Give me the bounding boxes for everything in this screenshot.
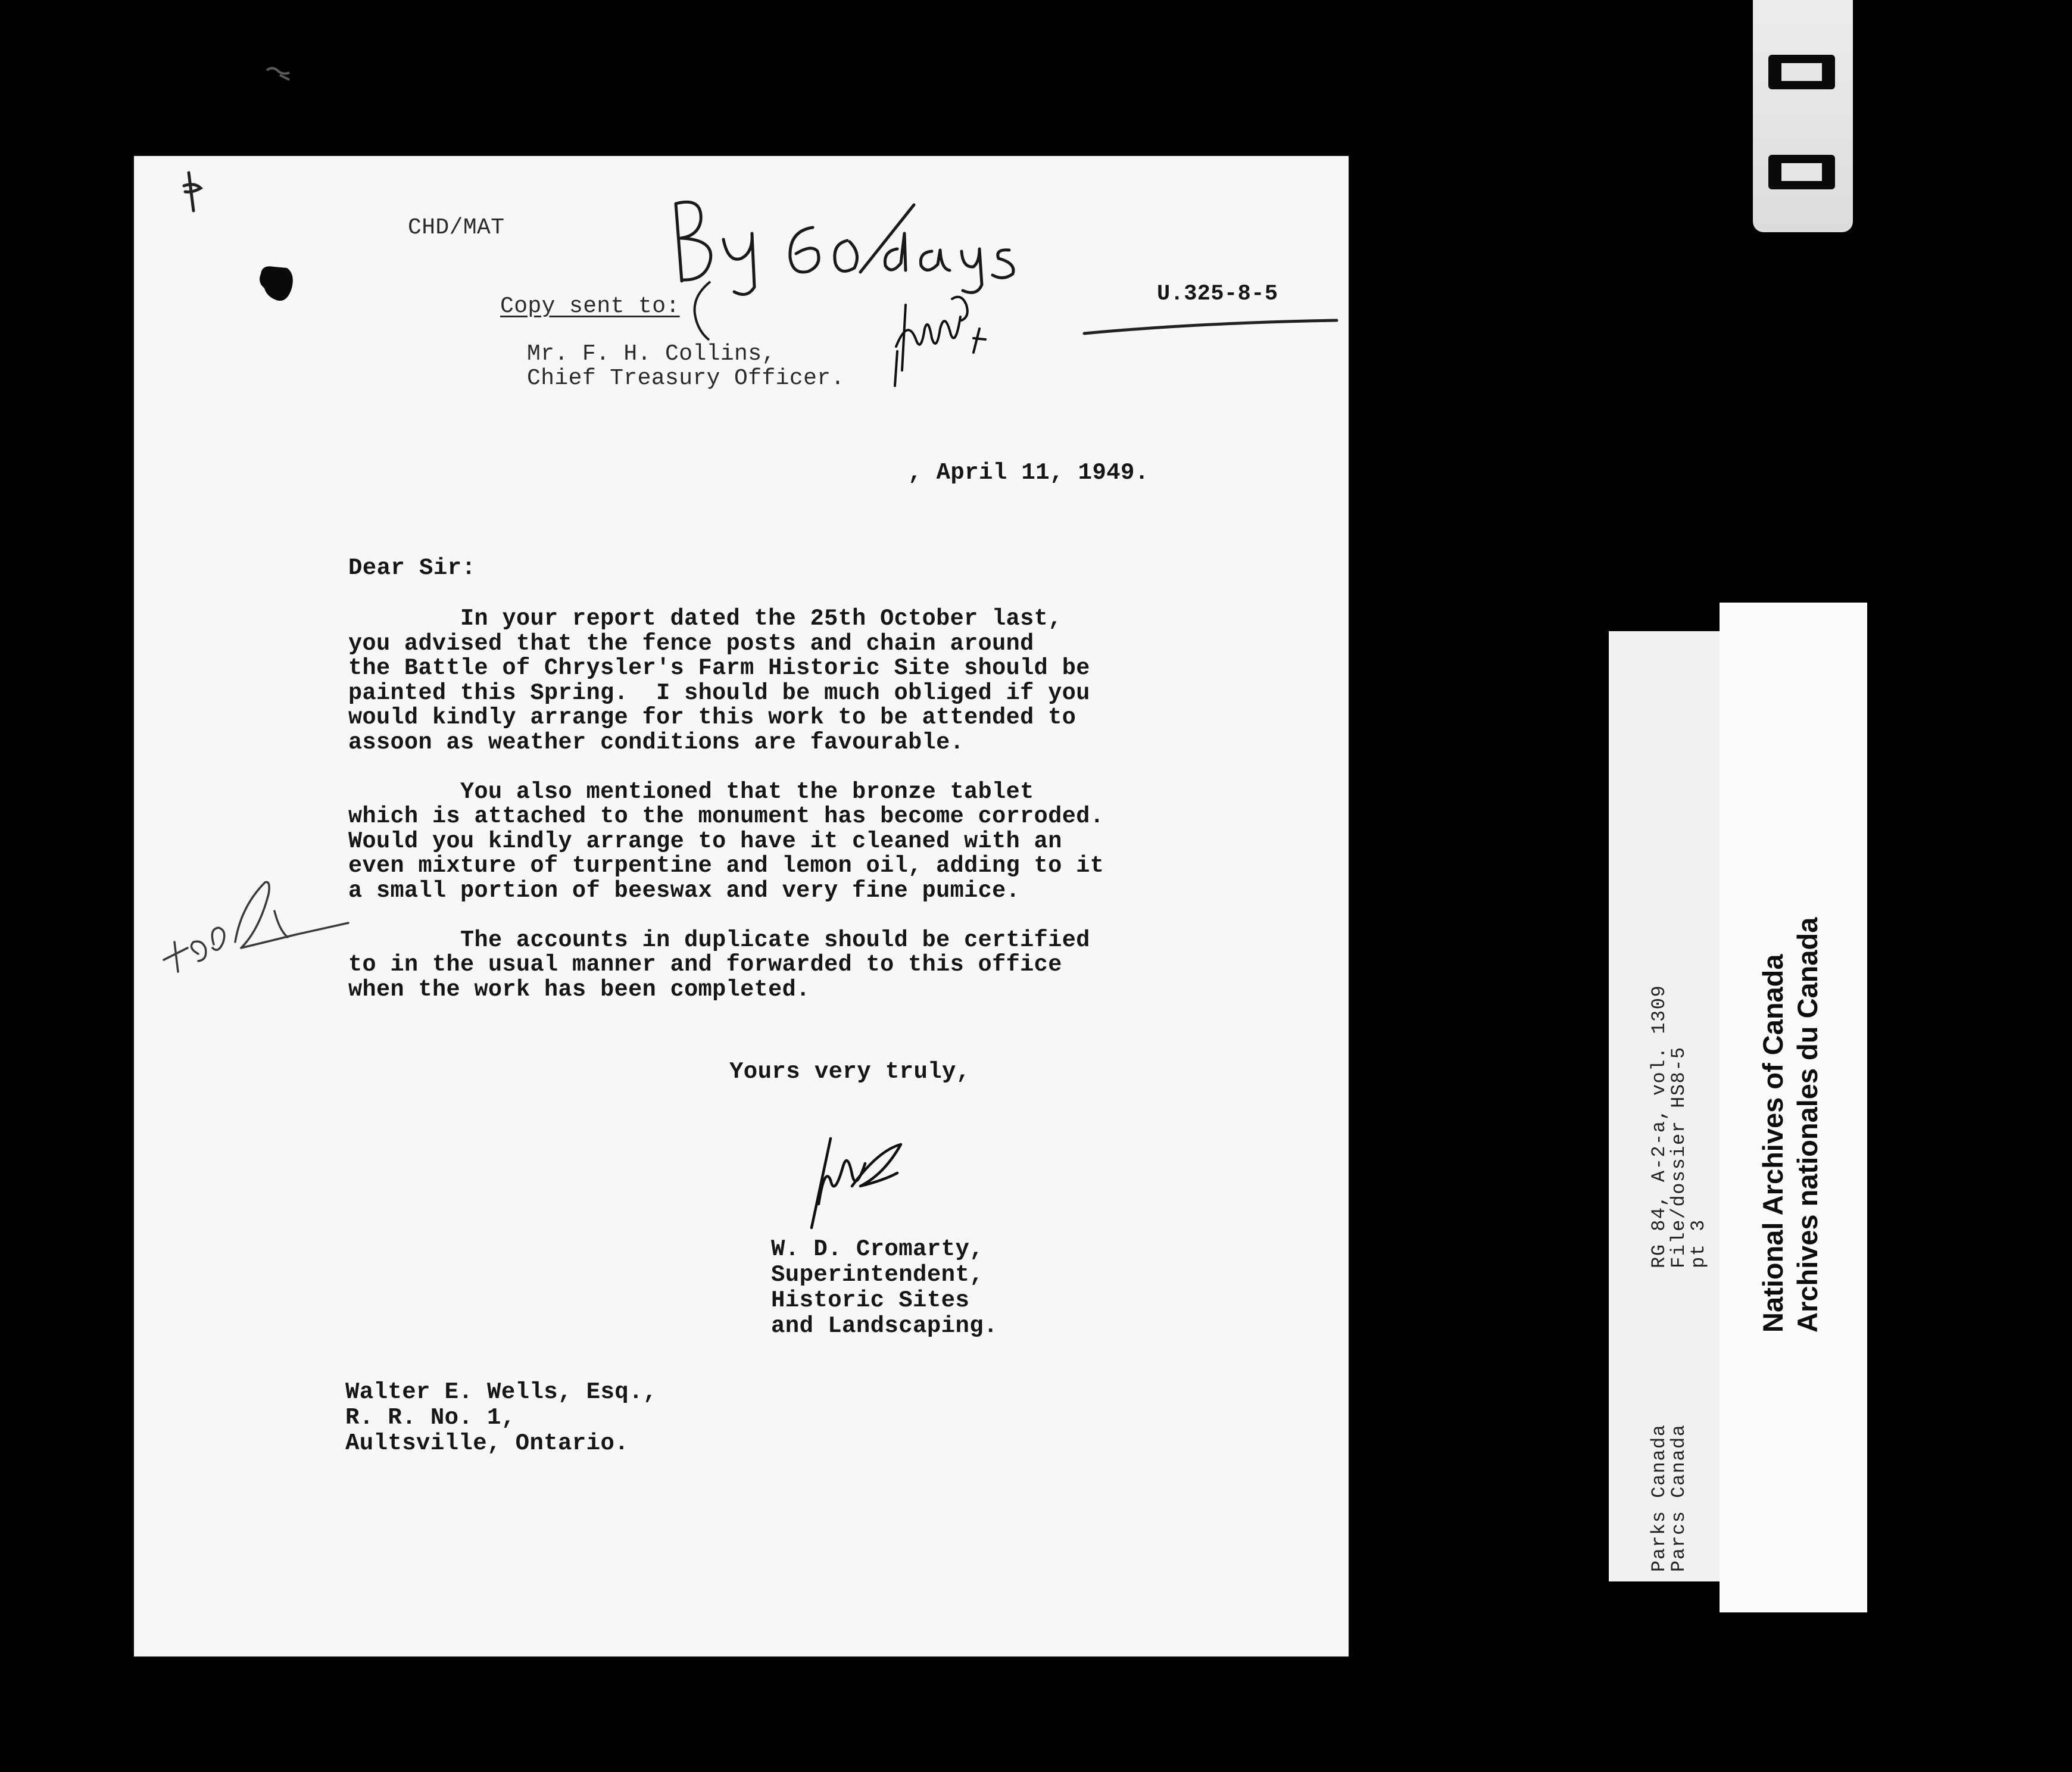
closing: Yours very truly, <box>729 1059 971 1085</box>
file-number-underline <box>1081 317 1343 341</box>
signatory-block: W. D. Cromarty, Superintendent, Historic Sites and Landscaping. <box>771 1236 998 1339</box>
archive-reference: RG 84, A-2-a, vol. 1309 File/dossier HS8-5 pt 3 <box>1648 984 1709 1268</box>
institution-name-fr: Archives nationales du Canada <box>1792 917 1823 1333</box>
film-edge-tab <box>1753 0 1853 232</box>
letter-date: , April 11, 1949. <box>908 460 1149 486</box>
pencil-mark-icon <box>176 168 211 222</box>
ink-blot-icon <box>256 262 304 310</box>
dust-speck <box>262 60 310 89</box>
margin-pencil-annotation <box>152 859 366 1013</box>
letter-sheet <box>134 156 1349 1656</box>
reference-initials: CHD/MAT <box>408 215 505 241</box>
institution-name-en: National Archives of Canada <box>1757 954 1789 1333</box>
film-frame-mark <box>1768 55 1835 89</box>
letter-body: In your report dated the 25th October last, you advised that the fence posts and chain around the Battle of Chrysler's Farm Historic Site should be painted this Spring. I should be much obliged if you would kindly arrange for this work to be attended to assoon as weather conditions are favourable. You also mentioned that the bronze tablet which is attached to the monument has become corroded. Would you kindly arrange to have it cleaned with an even mixture of turpentine and lemon oil, adding to it a small portion of beeswax and very fine pumice. The accounts in duplicate should be certified to in the usual manner and forwarded to this office when the work has been completed. <box>348 606 1104 1003</box>
addressee-block: Walter E. Wells, Esq., R. R. No. 1, Aultsville, Ontario. <box>345 1379 657 1456</box>
handwritten-initials <box>890 281 991 382</box>
archive-institution-label <box>1720 603 1867 1612</box>
handwritten-note-by-60-days <box>658 192 1039 293</box>
salutation: Dear Sir: <box>348 555 476 581</box>
copy-recipient: Mr. F. H. Collins, Chief Treasury Officer. <box>527 341 845 391</box>
signature-w-d-cromarty <box>795 1109 938 1234</box>
archive-reference-label <box>1609 631 1728 1581</box>
archive-agency: Parks Canada Parcs Canada <box>1648 1424 1690 1572</box>
copy-sent-label: Copy sent to: <box>500 294 680 319</box>
file-number: U.325-8-5 <box>1157 282 1278 307</box>
film-frame-mark <box>1768 155 1835 189</box>
